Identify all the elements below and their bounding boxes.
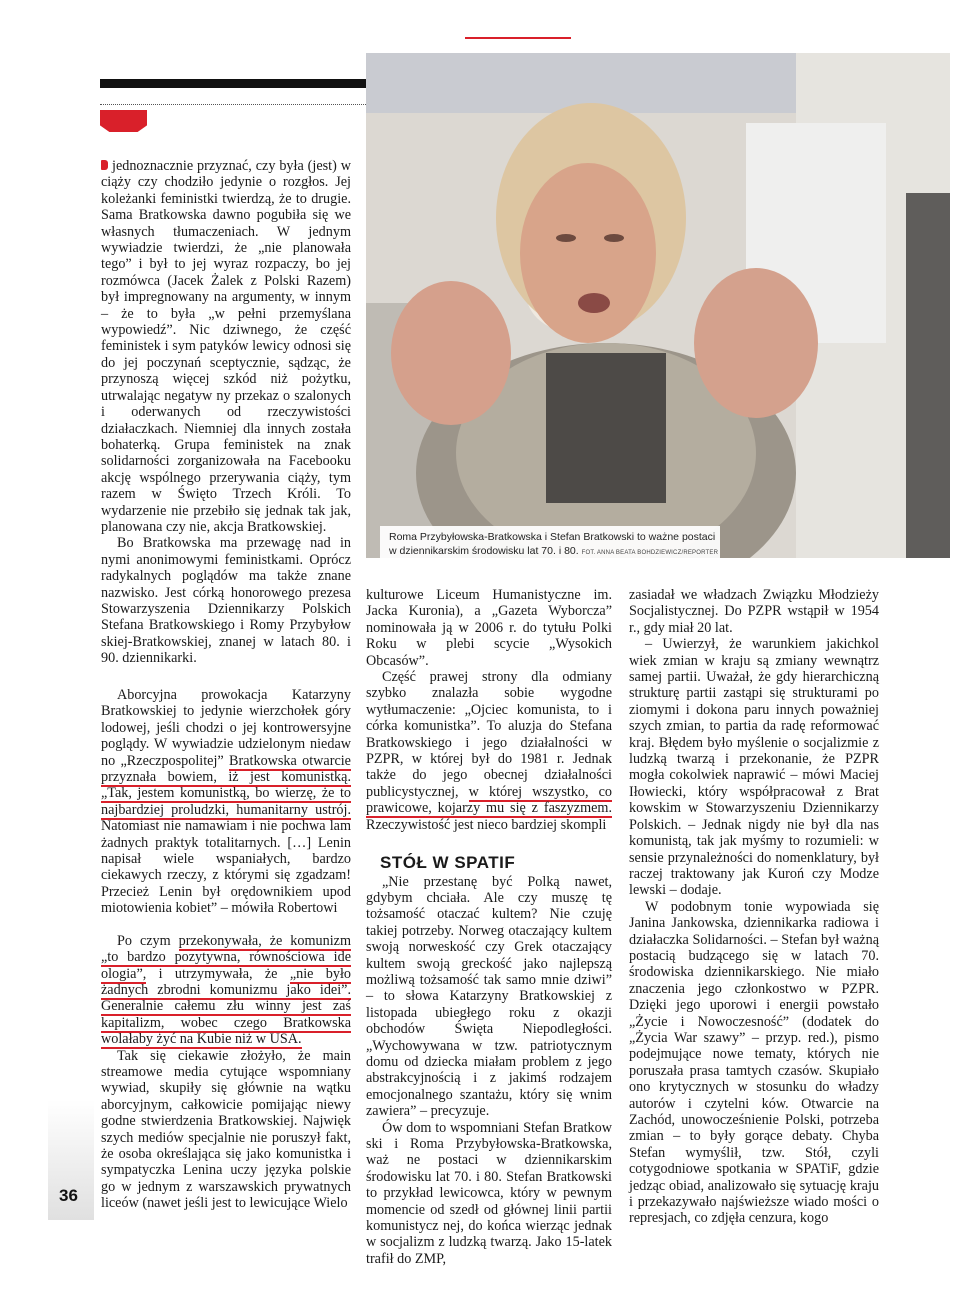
paragraph: kulturowe Liceum Humanistyczne im. Jacka Kuronia), a „Gazeta Wyborcza” nominowała ją w 2006 r. do tytułu Polki Roku w plebi scycie „Wysokich Obcasów”. — [366, 587, 612, 669]
portrait-illustration — [366, 53, 950, 558]
paragraph: W podobnym tonie wypowiada się Janina Jankowska, dziennikarka radiowa i działaczka Solidarności. – Stefan był ważną postacią budzącego się w latach 70. środowiska dziennikarskiego. Nie miało znaczenia jego członkostwo w PZPR. Dzięki jego uporowi i energii powstało „Życie i Nowoczesność” (dodatek do „Życia War szawy” – przyp. red.), pismo podejmujące nowe tematy, których nie poruszała prasa tamtych czasów. Skupiało ono krytycznych w stosunku do władzy autorów i czytelni ków. Otwarcie na Zachód, unowocześnienie Polski, potrzeba zmian – to były gorące debaty. Chyba Stefan wymyślił, tzw. Stół, czyli cotygodniowe spotkania w SPATiF, gdzie jedząc obiad, analizowało się sytuację kraju i przekazywało najświeższe wiado mości o represjach, co zdjęła cenzura, kogo — [629, 898, 879, 1227]
page-number: 36 — [59, 1186, 78, 1205]
paragraph: Tak się ciekawie złożyło, że main streamowe media cytujące wspomniany wywiad, skupiły się głównie na wątku aborcyjnym, całkowicie pomijając niewy godne stwierdzenia Bratkowskiej. Najwięk szych mediów specjalnie nie poruszył fakt, że osoba określająca się jako komunistka i sympatyczka Lenina uczy języka polskie go w jednym z warszawskich prywatnych liceów (nawet jeśli jest to lewicujące Wielo — [101, 1047, 351, 1212]
paragraph: zasiadał we władzach Związku Młodzieży Socjalistycznej. Do PZPR wstąpił w 1954 r., gdy miał 20 lat. — [629, 587, 879, 636]
photo-credit: FOT. ANNA BEATA BOHDZIEWICZ/REPORTER — [581, 550, 719, 556]
top-accent-line — [465, 37, 571, 39]
paragraph: Bo Bratkowska ma przewagę nad in nymi anonimowymi feministkami. Oprócz radykalnych poglądów ma także znane nazwisko. Jest córką honorowego prezesa Stowarzyszenia Dziennikarzy Polskich Stefana Bratkowskiego i Romy Przybyłow skiej-Bratkowskiej, znanej w latach 80. i 90. dziennikarki. — [101, 535, 351, 667]
paragraph: Ów dom to wspomniani Stefan Bratkow ski i Roma Przybyłowska-Bratkowska, waż ne postaci w dziennikarskim środowisku lat 70. i 80. Stefan Bratkowski to przykład lewicowca, który w pewnym momencie od szedł od głównej linii partii komunistycz nej, do końca wierząc jednak w socjalizm z ludzką twarzą. Jako 15-latek trafił do ZMP, — [366, 1119, 612, 1267]
red-bullet-icon — [101, 160, 108, 170]
paragraph: – Uwierzył, że warunkiem jakichkol wiek zmian w kraju są zmiany wewnątrz samej partii. Uważał, że gdy hierarchiczną strukturę partii zastąpi się strukturami po ziomymi i dokona paru innych poważniej szych zmian, to partia da radę reformować kraj. Błędem było myślenie o socjalizmie z ludzką twarzą i przekonanie, że PZPR mogła cokolwiek naprawić – mówi Maciej Iłowiecki, który współpracował z Brat kowskim w Stowarzyszeniu Dziennikarzy Polskich. – Jednak nigdy nie był dla nas komunistą, tak jak myśmy to rozumieli: w sensie przynależności do nomenklatury, był raczej traktowany jak Kuroń czy Modze lewski – dodaje. — [629, 636, 879, 899]
header-rule — [100, 79, 366, 88]
column-1-top — [101, 158, 351, 667]
paragraph-text: jednoznacznie przyznać, czy była (jest) w ciąży czy chodziło jedynie o rozgłos. Jej koleżanki feministki twierdzą, że to drugie. Sama Bratkowska dawno pogubiła się we własnych tłumaczeniach. W jednym wywiadzie twierdzi, że „nie planowała tego” i był to jej wyraz rozpaczy, bo jej rozmówca (Jacek Żalek z Polski Razem) był impregnowany na argumenty, w innym – że to była „w pełni przemyślana wypowiedź”. Nic dziwnego, że część feministek i sym patyków lewicy odnosi się do jej poczynań sceptycznie, sądząc, że przynoszą więcej szkód niż pożytku, utrwalając negatyw ny przekaz o szalonych i oderwanych od rzeczywistości działaczkach. Niemniej dla innych została bohaterką. Grupa feministek na znak solidarności zorganizowała na Facebooku akcję wspólnego przerywania ciąży, tym razem w Święto Trzech Króli. To wydarzenie nie przebiło się jednak tak jak, planowana czy nie, akcja Bratkowskiej. — [101, 158, 351, 535]
paragraph-text: Część prawej strony dla odmiany szybko znalazła sobie wygodne wytłumaczenie: „Ojciec komunista, to i córka komunistka”. To aluzja do Stefana Bratkowskiego i jego działalności w PZPR, w której był do 1981 r. Jednak także do jego obecnej działalności publicystycznej, — [366, 669, 612, 800]
article-photo — [366, 53, 950, 558]
paragraph — [101, 158, 351, 535]
spacer — [101, 917, 351, 933]
highlighted-quote: w której wszystko, co prawicowe, kojarzy mu się z faszyzmem. — [366, 783, 612, 817]
paragraph-text: Rzeczywistość jest nieco bardziej skompli — [366, 816, 607, 833]
paragraph-text: Aborcyjna prowokacja Katarzyny Bratkowskiej to jedynie wierzchołek góry lodowej, jeśli chodzi o jej kontrowersyjne poglądy. W wywiadzie udzielonym niedaw no „Rzeczpospolitej” — [101, 687, 351, 769]
paragraph-text: Natomiast nie namawiam i nie pochwa lam żadnych praktyk totalitarnych. […] Lenin napisał wiele wspaniałych, bardzo ciekawych rzeczy, z którymi się zgadzam! Przecież Lenin był orędownikiem upod miotowienia kobiet” – mówiła Robertowi — [101, 818, 351, 917]
paragraph-text: i utrzymywała, że — [158, 965, 278, 982]
paragraph — [366, 669, 612, 833]
section-heading: STÓŁ W SPATIF — [380, 853, 516, 873]
paragraph: „Nie przestanę być Polką nawet, gdybym chciała. Ale czy muszę tę tożsamość otaczać kultem? Nie czuję takiej potrzeby. Norweg otaczający kultem swoją norweskość czy Grek otaczający kultem swoją greckość jako najlepszą możliwą tożsamość tak samo mnie dziwi” – to słowa Katarzyny Bratkowskiej z listopada ubiegłego roku z okazji obchodów Święta Niepodległości. „Wychowywana w tzw. patriotycznym domu od dziecka miałam problem z jego abstrakcyjnością i z jakimś rodzajem emocjonalnego szantażu, który się wnim zawiera” – precyzuje. — [366, 873, 612, 1120]
photo-caption — [389, 530, 719, 560]
highlighted-quote: Bratkowska otwarcie przyznała bowiem, iż jest komunistką. „Tak, jestem komunistką, bo wierzę, że to najbardziej proludzki, humanitarny ustrój. — [101, 752, 351, 818]
paragraph — [101, 933, 351, 1048]
caption-text: Roma Przybyłowska-Bratkowska i Stefan Bratkowski to ważne postaci w dziennikarskim środowisku lat 70. i 80. — [389, 531, 716, 557]
column-2 — [366, 587, 612, 1267]
section-marker — [100, 110, 147, 132]
column-1-bottom — [101, 687, 351, 1212]
highlighted-quote: przekonywała, że komunizm „to bardzo pozytywna, równościowa ide ologia”, — [101, 932, 351, 982]
paragraph — [101, 687, 351, 917]
highlighted-quote: „nie było żadnych zbrodni komunizmu jako idei”. Generalnie całemu złu winny jest zaś kapitalizm, wobec czego Bratkowska wolałaby żyć na Kubie niż w USA. — [101, 965, 352, 1048]
column-3 — [629, 587, 879, 1227]
paragraph-text: Po czym — [117, 932, 171, 949]
